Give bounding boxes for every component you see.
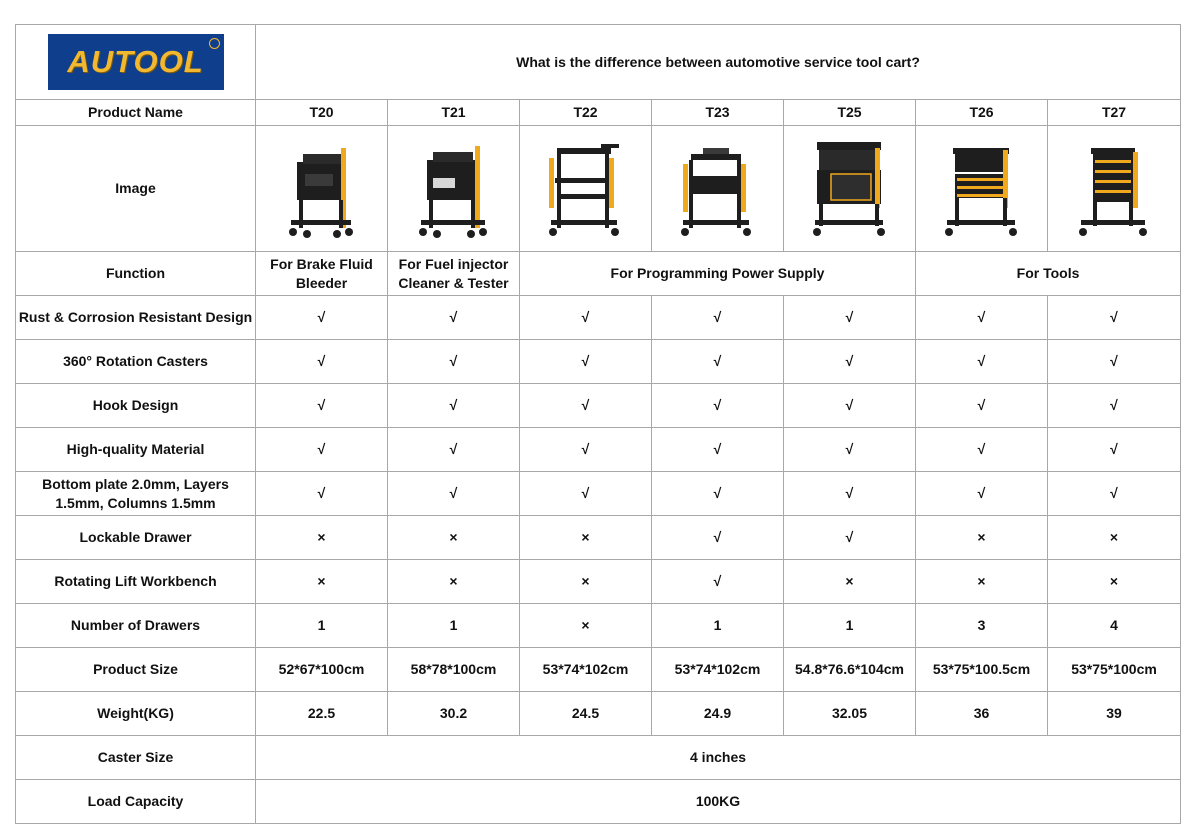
casters-mark-t22: √ (520, 340, 652, 384)
workbench-mark-t25: × (784, 560, 916, 604)
hook-mark-t23: √ (652, 384, 784, 428)
rust-mark-t26: √ (916, 296, 1048, 340)
size-row (16, 648, 1181, 692)
size-t27: 53*75*100cm (1048, 648, 1181, 692)
drawers-t21: 1 (388, 604, 520, 648)
feature-row-casters (16, 340, 1181, 384)
product-name-t20: T20 (256, 100, 388, 126)
plate-mark-t22: √ (520, 472, 652, 516)
drawers-t22: × (520, 604, 652, 648)
rust-mark-t21: √ (388, 296, 520, 340)
lockable-mark-t23: √ (652, 516, 784, 560)
weight-t26: 36 (916, 692, 1048, 736)
material-mark-t26: √ (916, 428, 1048, 472)
row-label-plate: Bottom plate 2.0mm, Layers 1.5mm, Columns 1.5mm (16, 472, 256, 516)
product-name-t25: T25 (784, 100, 916, 126)
page-title: What is the difference between automotive service tool cart? (256, 25, 1181, 100)
drawers-t26: 3 (916, 604, 1048, 648)
size-t25: 54.8*76.6*104cm (784, 648, 916, 692)
product-name-t26: T26 (916, 100, 1048, 126)
row-label-load: Load Capacity (16, 780, 256, 824)
comparison-table (15, 24, 1181, 824)
material-mark-t22: √ (520, 428, 652, 472)
cart-image-t26 (916, 126, 1048, 252)
product-name-t23: T23 (652, 100, 784, 126)
cart-image-t25 (784, 126, 916, 252)
lockable-mark-t20: × (256, 516, 388, 560)
material-mark-t25: √ (784, 428, 916, 472)
cart-t27-icon (1069, 134, 1159, 244)
material-mark-t21: √ (388, 428, 520, 472)
image-row (16, 126, 1181, 252)
workbench-mark-t22: × (520, 560, 652, 604)
material-mark-t27: √ (1048, 428, 1181, 472)
plate-mark-t26: √ (916, 472, 1048, 516)
weight-t23: 24.9 (652, 692, 784, 736)
cart-t23-icon (673, 134, 763, 244)
row-label-rust: Rust & Corrosion Resistant Design (16, 296, 256, 340)
casters-mark-t23: √ (652, 340, 784, 384)
drawers-t27: 4 (1048, 604, 1181, 648)
hook-mark-t21: √ (388, 384, 520, 428)
plate-mark-t21: √ (388, 472, 520, 516)
casters-mark-t26: √ (916, 340, 1048, 384)
rust-mark-t23: √ (652, 296, 784, 340)
drawers-t23: 1 (652, 604, 784, 648)
rust-mark-t25: √ (784, 296, 916, 340)
casters-mark-t25: √ (784, 340, 916, 384)
cart-t26-icon (937, 134, 1027, 244)
plate-mark-t23: √ (652, 472, 784, 516)
cart-t25-icon (805, 134, 895, 244)
caster-size-row (16, 736, 1181, 780)
row-label-size: Product Size (16, 648, 256, 692)
row-label-function: Function (16, 252, 256, 296)
cart-image-t27 (1048, 126, 1181, 252)
row-label-workbench: Rotating Lift Workbench (16, 560, 256, 604)
cart-image-t23 (652, 126, 784, 252)
cart-t21-icon (409, 134, 499, 244)
weight-t25: 32.05 (784, 692, 916, 736)
drawers-t25: 1 (784, 604, 916, 648)
hook-mark-t20: √ (256, 384, 388, 428)
row-label-caster-size: Caster Size (16, 736, 256, 780)
plate-mark-t25: √ (784, 472, 916, 516)
logo-text: AUTOOL (67, 44, 204, 80)
load-capacity-value: 100KG (256, 780, 1181, 824)
load-capacity-row (16, 780, 1181, 824)
lockable-mark-t22: × (520, 516, 652, 560)
row-label-image: Image (16, 126, 256, 252)
hook-mark-t26: √ (916, 384, 1048, 428)
function-t20: For Brake Fluid Bleeder (256, 252, 388, 296)
size-t23: 53*74*102cm (652, 648, 784, 692)
hook-mark-t25: √ (784, 384, 916, 428)
workbench-mark-t20: × (256, 560, 388, 604)
row-label-weight: Weight(KG) (16, 692, 256, 736)
function-t22-t25: For Programming Power Supply (520, 252, 916, 296)
rust-mark-t27: √ (1048, 296, 1181, 340)
lockable-mark-t26: × (916, 516, 1048, 560)
weight-t22: 24.5 (520, 692, 652, 736)
weight-t20: 22.5 (256, 692, 388, 736)
size-t20: 52*67*100cm (256, 648, 388, 692)
product-name-t27: T27 (1048, 100, 1181, 126)
size-t21: 58*78*100cm (388, 648, 520, 692)
plate-mark-t20: √ (256, 472, 388, 516)
hook-mark-t22: √ (520, 384, 652, 428)
material-mark-t23: √ (652, 428, 784, 472)
workbench-mark-t26: × (916, 560, 1048, 604)
drawers-t20: 1 (256, 604, 388, 648)
lockable-mark-t21: × (388, 516, 520, 560)
cart-image-t21 (388, 126, 520, 252)
lockable-mark-t25: √ (784, 516, 916, 560)
function-row (16, 252, 1181, 296)
row-label-material: High-quality Material (16, 428, 256, 472)
weight-t21: 30.2 (388, 692, 520, 736)
drawers-row (16, 604, 1181, 648)
material-mark-t20: √ (256, 428, 388, 472)
logo-cell (16, 25, 256, 100)
feature-row-lockable (16, 516, 1181, 560)
workbench-mark-t21: × (388, 560, 520, 604)
casters-mark-t21: √ (388, 340, 520, 384)
cart-image-t20 (256, 126, 388, 252)
rust-mark-t22: √ (520, 296, 652, 340)
row-label-casters: 360° Rotation Casters (16, 340, 256, 384)
caster-size-value: 4 inches (256, 736, 1181, 780)
row-label-hook: Hook Design (16, 384, 256, 428)
feature-row-workbench (16, 560, 1181, 604)
feature-row-plate (16, 472, 1181, 516)
feature-row-hook (16, 384, 1181, 428)
cart-t22-icon (541, 134, 631, 244)
size-t26: 53*75*100.5cm (916, 648, 1048, 692)
row-label-drawers: Number of Drawers (16, 604, 256, 648)
feature-row-material (16, 428, 1181, 472)
weight-t27: 39 (1048, 692, 1181, 736)
cart-image-t22 (520, 126, 652, 252)
hook-mark-t27: √ (1048, 384, 1181, 428)
plate-mark-t27: √ (1048, 472, 1181, 516)
casters-mark-t20: √ (256, 340, 388, 384)
registered-mark-icon (209, 38, 220, 49)
row-label-product-name: Product Name (16, 100, 256, 126)
size-t22: 53*74*102cm (520, 648, 652, 692)
rust-mark-t20: √ (256, 296, 388, 340)
function-t26-t27: For Tools (916, 252, 1181, 296)
lockable-mark-t27: × (1048, 516, 1181, 560)
autool-logo (48, 34, 224, 90)
product-name-t21: T21 (388, 100, 520, 126)
product-name-t22: T22 (520, 100, 652, 126)
row-label-lockable: Lockable Drawer (16, 516, 256, 560)
weight-row (16, 692, 1181, 736)
product-name-row (16, 100, 1181, 126)
feature-row-rust (16, 296, 1181, 340)
cart-t20-icon (277, 134, 367, 244)
header-row (16, 25, 1181, 100)
function-t21: For Fuel injector Cleaner & Tester (388, 252, 520, 296)
casters-mark-t27: √ (1048, 340, 1181, 384)
workbench-mark-t23: √ (652, 560, 784, 604)
workbench-mark-t27: × (1048, 560, 1181, 604)
